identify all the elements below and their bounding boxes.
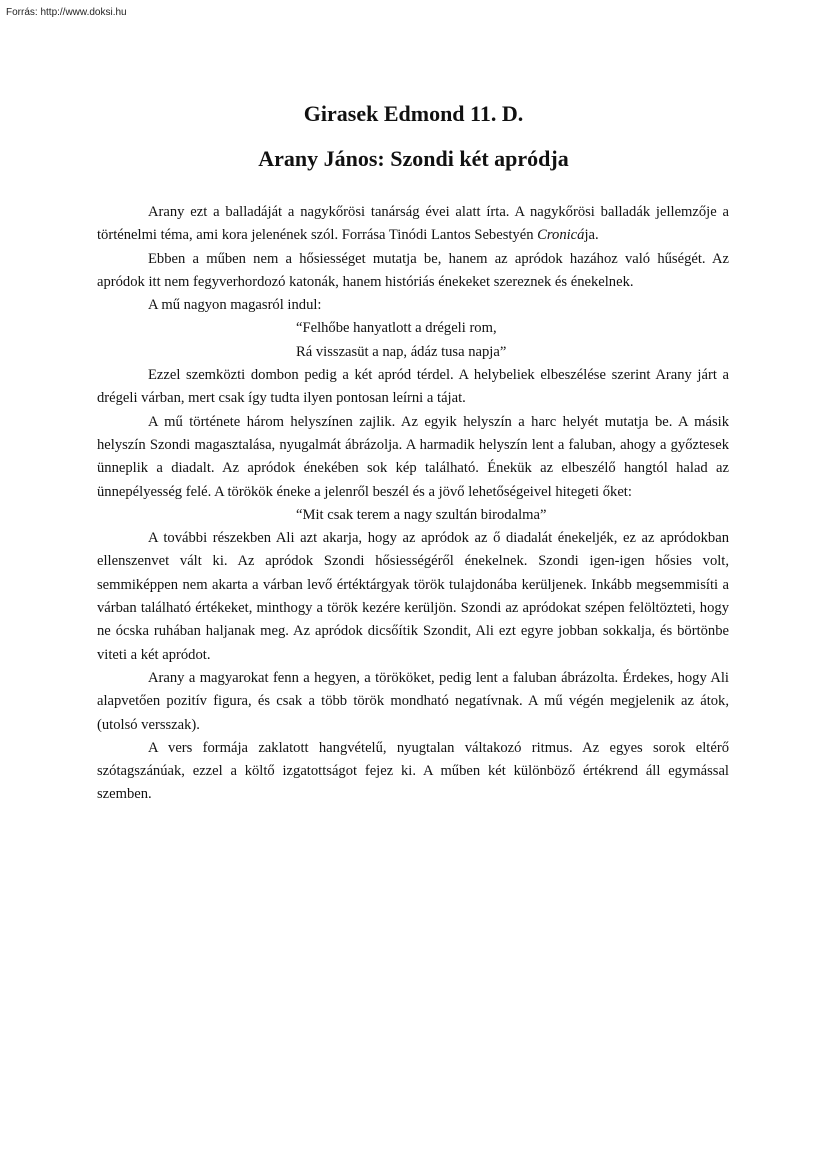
paragraph-1-italic: Cronicá <box>537 227 585 244</box>
paragraph-5: A mű története három helyszínen zajlik. Az egyik helyszín a harc helyét mutatja be. A másik helyszín Szondi magasztalása, nyugalmát ábrázolja. A harmadik helyszín lent a faluban, ahogy a győztesek ünneplik a diadalt. Az apródok énekében sok kép található. Énekük az elbeszélő hangtól halad az ünnepélyesség felé. A törökök éneke a jelenről beszél és a jövő lehetőségeivel hitegeti őket: <box>97 413 729 500</box>
quote-line-2: Rá visszasüt a nap, ádáz tusa napja” <box>296 343 507 360</box>
paragraph-3: A mű nagyon magasról indul: <box>148 297 322 314</box>
paragraph-1-end: ja. <box>584 227 599 244</box>
document-title: Girasek Edmond 11. D. <box>303 101 524 126</box>
paragraph-1-text: Arany ezt a balladáját a nagykőrösi tanárság évei alatt írta. A nagykőrösi balladák jellemzője a történelmi téma, ami kora jelenének szól. Forrása Tinódi Lantos Sebestyén <box>97 204 729 244</box>
quote-line-3: “Mit csak terem a nagy szultán birodalma” <box>296 506 547 523</box>
paragraph-2: Ebben a műben nem a hősiességet mutatja be, hanem az apródok hazához való hűségét. Az apródok itt nem fegyverhordozó katonák, hanem históriás énekeket szereznek és énekelnek. <box>97 250 729 290</box>
paragraph-4: Ezzel szemközti dombon pedig a két apród térdel. A helybeliek elbeszélése szerint Arany járt a drégeli várban, mert csak így tudta ilyen pontosan leírni a tájat. <box>97 367 729 407</box>
source-label: Forrás: http://www.doksi.hu <box>6 7 127 18</box>
document-body <box>97 201 729 807</box>
paragraph-6: A további részekben Ali azt akarja, hogy az apródok az ő diadalát énekeljék, ez az apródokban ellenszenvet vált ki. Az apródok Szondi hősiességéről énekelnek. Szondi igen-igen hősies volt, semmiképpen nem akarta a várban levő értéktárgyak török tulajdonába kerüljenek. Inkább megsemmisíti a várban található értékeket, minthogy a török kezére kerüljön. Szondi az apródokat szépen felöltözteti, hogy ne ócska ruhában haljanak meg. Az apródok dicsőítik Szondit, Ali ezt egyre jobban sokkalja, és börtönbe viteti a két apródot. <box>97 530 729 663</box>
document-subtitle: Arany János: Szondi két apródja <box>258 146 569 171</box>
paragraph-7: Arany a magyarokat fenn a hegyen, a törököket, pedig lent a faluban ábrázolta. Érdekes, hogy Ali alapvetően pozitív figura, és csak a több török mondható negatívnak. A mű végén megjelenik az átok, (utolsó versszak). <box>97 669 729 733</box>
quote-line-1: “Felhőbe hanyatlott a drégeli rom, <box>296 320 497 337</box>
paragraph-8: A vers formája zaklatott hangvételű, nyugtalan váltakozó ritmus. Az egyes sorok eltérő szótagszánúak, ezzel a költő izgatottságot fejez ki. A műben két különböző értékrend áll egymással szemben. <box>97 739 729 803</box>
paragraph-1 <box>97 201 729 248</box>
